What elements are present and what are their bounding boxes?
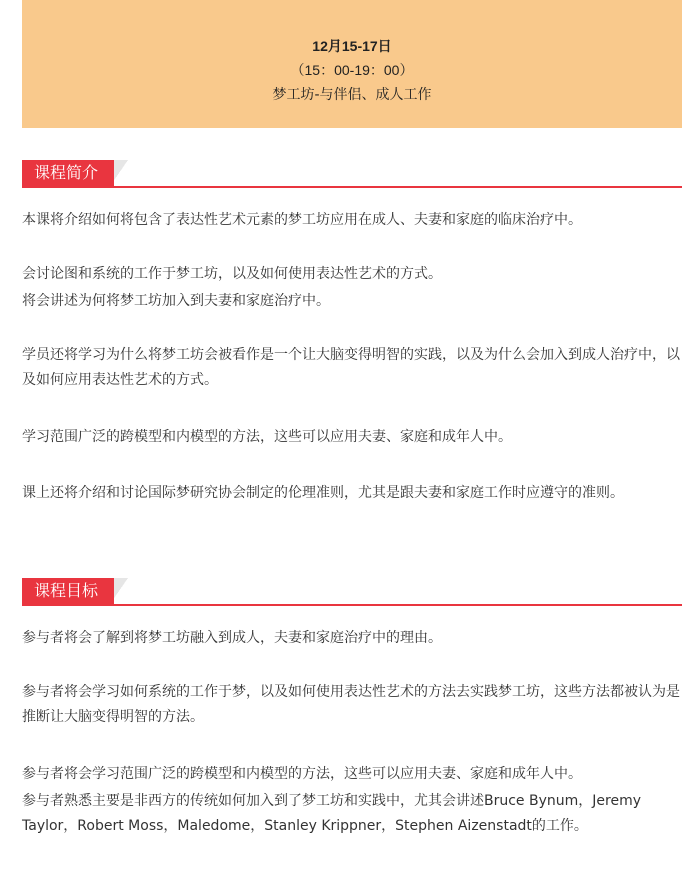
intro-paragraph: 学员还将学习为什么将梦工坊会被看作是一个让大脑变得明智的实践，以及为什么会加入到成人治疗中，以及如何应用表达性艺术的方式。	[22, 347, 680, 388]
goals-section-header	[22, 578, 682, 606]
course-time: （15：00-19：00）	[290, 62, 414, 78]
section-divider	[22, 186, 682, 188]
intro-section-header	[22, 160, 682, 188]
intro-paragraph: 本课将介绍如何将包含了表达性艺术元素的梦工坊应用在成人、夫妻和家庭的临床治疗中。	[22, 212, 582, 228]
course-title: 梦工坊-与伴侣、成人工作	[272, 87, 432, 103]
goals-paragraph: 参与者将会学习如何系统的工作于梦，以及如何使用表达性艺术的方法去实践梦工坊，这些方法都被认为是推断让大脑变得明智的方法。	[22, 684, 680, 725]
goals-paragraph: 参与者将会了解到将梦工坊融入到成人，夫妻和家庭治疗中的理由。	[22, 630, 442, 646]
intro-heading: 课程简介	[22, 160, 114, 186]
intro-paragraph: 将会讲述为何将梦工坊加入到夫妻和家庭治疗中。	[22, 293, 330, 309]
intro-paragraph: 会讨论图和系统的工作于梦工坊，以及如何使用表达性艺术的方式。	[22, 266, 442, 282]
goals-heading: 课程目标	[22, 578, 114, 604]
intro-paragraph: 课上还将介绍和讨论国际梦研究协会制定的伦理准则，尤其是跟夫妻和家庭工作时应遵守的准则。	[22, 485, 624, 501]
intro-paragraph: 学习范围广泛的跨模型和内模型的方法，这些可以应用夫妻、家庭和成年人中。	[22, 429, 512, 445]
schedule-banner	[22, 0, 682, 128]
goals-paragraph: 参与者将会学习范围广泛的跨模型和内模型的方法，这些可以应用夫妻、家庭和成年人中。	[22, 766, 582, 782]
section-divider	[22, 604, 682, 606]
goals-paragraph: 参与者熟悉主要是非西方的传统如何加入到了梦工坊和实践中，尤其会讲述Bruce Bynum，Jeremy Taylor，Robert Moss，Maledome，Stanley Krippner，Stephen Aizenstadt的工作。	[22, 793, 641, 834]
course-date: 12月15-17日	[312, 38, 392, 54]
